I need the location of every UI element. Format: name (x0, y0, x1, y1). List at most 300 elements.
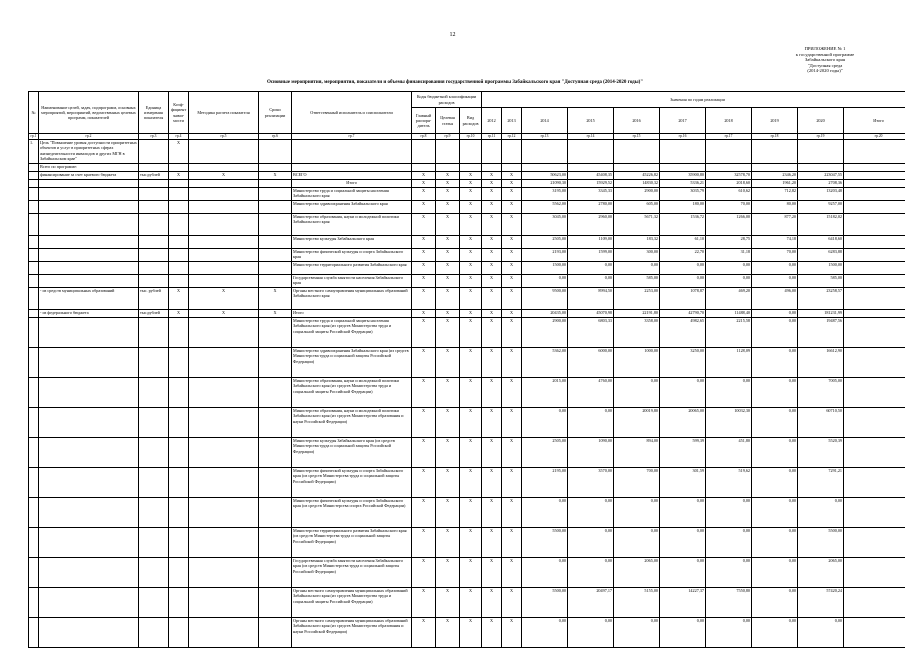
row-coef (169, 378, 189, 408)
row-period (259, 618, 292, 648)
row-responsible: Министерство образования, науки и молодежной политики Забайкальского края (из средств Министерства образования и науки Российской Федерации) (292, 408, 412, 438)
year-value: 1536,72 (660, 214, 706, 236)
cell (844, 618, 905, 648)
program-table (28, 91, 905, 648)
column-number: гр.9 (436, 134, 460, 140)
row-method (189, 558, 259, 588)
column-number: гр.20 (844, 134, 905, 140)
table-row (29, 618, 905, 648)
year-value: 0,00 (614, 618, 660, 648)
year-value: 5500,00 (522, 588, 568, 618)
header-section: Целевая статья (436, 108, 460, 134)
budget-code: X (436, 249, 460, 262)
year-value: 3045,00 (522, 214, 568, 236)
row-period (259, 201, 292, 214)
row-label (39, 438, 139, 468)
row-coef (169, 164, 189, 172)
budget-code: X (436, 318, 460, 348)
row-label (39, 588, 139, 618)
year-value: 1500,00 (798, 262, 844, 275)
year-value: 7550,80 (706, 588, 752, 618)
cell (29, 408, 39, 438)
row-label: финансирование за счет краевого бюджета (39, 172, 139, 180)
year-value: 6803,33 (568, 318, 614, 348)
year-value: 9257,00 (798, 201, 844, 214)
cell (798, 140, 844, 164)
year-value: 0,00 (568, 262, 614, 275)
year-value: 1000,00 (614, 348, 660, 378)
cell (844, 214, 905, 236)
budget-code: X (460, 528, 482, 558)
row-responsible: Органы местного самоуправления муниципальных образований Забайкальского края (292, 288, 412, 310)
budget-code: X (482, 408, 502, 438)
year-value: 2900,00 (522, 318, 568, 348)
table-row (29, 348, 905, 378)
cell (29, 558, 39, 588)
budget-code: X (482, 498, 502, 528)
budget-code: X (460, 249, 482, 262)
row-responsible: Министерство территориального развития Забайкальского края (из средств Министерства труда и социальной защиты Российской Федерации) (292, 528, 412, 558)
table-row (29, 275, 905, 288)
year-value: 6283,88 (798, 249, 844, 262)
year-value: 1961,20 (752, 180, 798, 188)
row-label (39, 188, 139, 201)
row-period (259, 318, 292, 348)
year-value: 21090,30 (522, 180, 568, 188)
year-value: 3358,00 (614, 318, 660, 348)
year-value: 0,00 (614, 262, 660, 275)
budget-code: X (460, 378, 482, 408)
row-period (259, 378, 292, 408)
row-unit (139, 558, 169, 588)
goal-row (29, 140, 905, 164)
budget-code: X (460, 588, 482, 618)
header-values-by-year: Значения по годам реализации (482, 92, 905, 108)
row-unit (139, 180, 169, 188)
cell (798, 164, 844, 172)
year-value: 4982,65 (660, 318, 706, 348)
row-label: - из федерального бюджета (39, 310, 139, 318)
row-label (39, 201, 139, 214)
year-value: 0,00 (614, 528, 660, 558)
row-method (189, 262, 259, 275)
year-value: 1090,00 (568, 438, 614, 468)
cell (29, 468, 39, 498)
row-responsible: Министерство территориального развития Забайкальского края (292, 262, 412, 275)
appendix-line: Забайкальского края (760, 57, 890, 63)
table-row (29, 588, 905, 618)
table-row (29, 180, 905, 188)
budget-code: X (436, 275, 460, 288)
year-value: 0,00 (752, 408, 798, 438)
year-value: 5671,32 (614, 214, 660, 236)
budget-code: X (502, 172, 522, 180)
budget-code: X (412, 275, 436, 288)
budget-code: X (460, 310, 482, 318)
row-coef (169, 468, 189, 498)
year-value: 28,75 (706, 236, 752, 249)
year-value: 22191,80 (614, 310, 660, 318)
year-value: 2195,00 (522, 468, 568, 498)
year-value: 1109,00 (568, 236, 614, 249)
header-num: № (29, 92, 39, 134)
year-value: 2505,00 (522, 438, 568, 468)
goal-text: Цель "Повышение уровня доступности приоритетных объектов и услуг в приоритетных сферах жизнедеятельности инвалидов и других МГН в Забайкальском крае" (39, 140, 139, 164)
year-value: 20019,80 (614, 408, 660, 438)
row-unit (139, 498, 169, 528)
table-row (29, 378, 905, 408)
budget-code: X (436, 172, 460, 180)
year-value: 5500,00 (522, 528, 568, 558)
row-label: Всего по программе: (39, 164, 139, 172)
budget-code: X (436, 188, 460, 201)
year-value: 0,00 (660, 528, 706, 558)
cell (292, 140, 412, 164)
budget-code: X (502, 378, 522, 408)
year-value: 22,70 (660, 249, 706, 262)
budget-code: X (482, 262, 502, 275)
cell (460, 140, 482, 164)
row-method (189, 618, 259, 648)
row-method (189, 249, 259, 262)
year-value (522, 164, 568, 172)
year-value: 14830,32 (614, 180, 660, 188)
cell (844, 438, 905, 468)
cell (29, 172, 39, 180)
year-value: 32578,70 (706, 172, 752, 180)
cell (29, 214, 39, 236)
budget-code: X (502, 348, 522, 378)
cell (29, 164, 39, 172)
cell (844, 275, 905, 288)
row-unit (139, 275, 169, 288)
row-label (39, 558, 139, 588)
table-row (29, 468, 905, 498)
budget-code: X (412, 249, 436, 262)
row-unit (139, 528, 169, 558)
document-title: Основные мероприятия, мероприятия, показатели и объемы финансирования государственной программы Забайкальского края "Доступная среда (2014-2020 годы)" (60, 80, 850, 85)
row-method (189, 201, 259, 214)
year-value: 2960,00 (568, 214, 614, 236)
row-unit (139, 188, 169, 201)
year-value: 45408,35 (568, 172, 614, 180)
budget-code: X (412, 348, 436, 378)
cell (482, 140, 502, 164)
row-coef (169, 618, 189, 648)
budget-code: X (436, 438, 460, 468)
cell (844, 348, 905, 378)
table-row (29, 438, 905, 468)
table-row (29, 236, 905, 249)
year-value: 0,00 (752, 275, 798, 288)
table-row (29, 172, 905, 180)
row-unit (139, 249, 169, 262)
row-label (39, 378, 139, 408)
table-row (29, 164, 905, 172)
cell (29, 528, 39, 558)
table-row (29, 310, 905, 318)
cell (29, 180, 39, 188)
header-year: 2013 (502, 108, 522, 134)
year-value: 20435,00 (522, 310, 568, 318)
budget-code: X (482, 180, 502, 188)
budget-code: X (502, 201, 522, 214)
year-value (568, 164, 614, 172)
cell (29, 318, 39, 348)
page-number: 12 (0, 32, 905, 38)
row-responsible: Министерство физической культуры и спорта Забайкальского края (292, 249, 412, 262)
budget-code: X (482, 249, 502, 262)
row-coef (169, 262, 189, 275)
row-method (189, 214, 259, 236)
row-unit (139, 262, 169, 275)
row-label (39, 236, 139, 249)
budget-code: X (502, 588, 522, 618)
year-value: 223047,55 (798, 172, 844, 180)
budget-code: X (436, 348, 460, 378)
year-value: 70,00 (706, 201, 752, 214)
year-value: 496,00 (752, 288, 798, 310)
budget-code: X (482, 558, 502, 588)
cell (844, 249, 905, 262)
cell (29, 288, 39, 310)
year-value: 3345,33 (568, 188, 614, 201)
row-responsible: Министерство здравоохранения Забайкальского края (из средств Министерства труда и социальной защиты Российской Федерации) (292, 348, 412, 378)
row-label (39, 318, 139, 348)
cell (29, 249, 39, 262)
year-value: 2018,60 (706, 180, 752, 188)
row-responsible (292, 164, 412, 172)
year-value: 519,62 (706, 468, 752, 498)
budget-code: X (460, 262, 482, 275)
header-responsible: Ответственный исполнитель и соисполнители (292, 92, 412, 134)
table-row (29, 288, 905, 310)
cell (844, 236, 905, 249)
row-method (189, 588, 259, 618)
year-value: 0,00 (522, 558, 568, 588)
row-period: X (259, 172, 292, 180)
row-period (259, 188, 292, 201)
row-method (189, 528, 259, 558)
row-method: X (189, 288, 259, 310)
budget-code: X (436, 262, 460, 275)
budget-code: X (460, 201, 482, 214)
budget-code: X (436, 498, 460, 528)
year-value: 2065,00 (798, 558, 844, 588)
column-number: гр.16 (660, 134, 706, 140)
column-number: гр.13 (522, 134, 568, 140)
budget-code: X (460, 618, 482, 648)
budget-code: X (436, 201, 460, 214)
year-value: 610,62 (706, 188, 752, 201)
budget-code: X (460, 558, 482, 588)
year-value: 0,00 (752, 618, 798, 648)
table-row (29, 318, 905, 348)
cell (844, 172, 905, 180)
budget-code: X (412, 180, 436, 188)
row-unit (139, 438, 169, 468)
budget-code: X (436, 558, 460, 588)
row-responsible: Органы местного самоуправления муниципальных образований Забайкальского края (из средств Министерства образования и науки Российской Федерации) (292, 618, 412, 648)
row-period (259, 164, 292, 172)
row-method: X (189, 172, 259, 180)
year-value: 35900,80 (660, 172, 706, 180)
row-coef (169, 236, 189, 249)
budget-code: X (412, 288, 436, 310)
year-value: 599,39 (660, 438, 706, 468)
row-responsible: Министерство образования, науки и молодежной политики Забайкальского края (из средств Министерства труда и социальной защиты Российской Федерации) (292, 378, 412, 408)
column-number: гр.7 (292, 134, 412, 140)
row-period (259, 498, 292, 528)
budget-code: X (412, 528, 436, 558)
budget-code: X (412, 201, 436, 214)
year-value: 0,00 (522, 498, 568, 528)
row-responsible: Органы местного самоуправления муниципальных образований Забайкальского края (из средств Министерства труда и социальной защиты Российской Федерации) (292, 588, 412, 618)
row-label (39, 249, 139, 262)
budget-code: X (502, 318, 522, 348)
budget-code: X (482, 528, 502, 558)
year-value: 50623,00 (522, 172, 568, 180)
row-label (39, 528, 139, 558)
row-method (189, 180, 259, 188)
row-label (39, 214, 139, 236)
column-number: гр.14 (568, 134, 614, 140)
year-value: 15182,02 (798, 214, 844, 236)
row-method: X (189, 310, 259, 318)
year-value: 469,20 (706, 288, 752, 310)
cell (844, 378, 905, 408)
year-value: 23258,57 (798, 288, 844, 310)
year-value: 180,00 (660, 201, 706, 214)
cell (844, 262, 905, 275)
year-value: 5362,00 (522, 348, 568, 378)
row-period: X (259, 288, 292, 310)
row-method (189, 236, 259, 249)
row-unit (139, 378, 169, 408)
budget-code: X (436, 528, 460, 558)
cell (844, 408, 905, 438)
year-value: 0,00 (706, 558, 752, 588)
header-row (29, 92, 905, 108)
budget-code: X (502, 498, 522, 528)
year-value: 181231,99 (798, 310, 844, 318)
year-value: 1078,87 (660, 288, 706, 310)
year-value: 5155,00 (614, 588, 660, 618)
year-value: 605,00 (614, 201, 660, 214)
budget-code: X (412, 262, 436, 275)
budget-code: X (502, 528, 522, 558)
table-row (29, 528, 905, 558)
budget-code: X (460, 468, 482, 498)
budget-code: X (482, 618, 502, 648)
budget-code: X (482, 348, 502, 378)
row-unit: тыс. рублей (139, 288, 169, 310)
row-responsible: Итого (292, 310, 412, 318)
header-name: Наименование целей, задач, подпрограмм, основных мероприятий, мероприятий, ведомственных целевых программ, показателей (39, 92, 139, 134)
budget-code (502, 164, 522, 172)
budget-code: X (460, 275, 482, 288)
budget-code: X (412, 588, 436, 618)
budget-code: X (502, 180, 522, 188)
column-number: гр.3 (139, 134, 169, 140)
budget-code (482, 164, 502, 172)
row-period (259, 588, 292, 618)
year-value: 3195,00 (522, 188, 568, 201)
row-responsible: Министерство труда и социальной защиты населения Забайкальского края (292, 188, 412, 201)
budget-code: X (502, 288, 522, 310)
row-label (39, 618, 139, 648)
row-period (259, 262, 292, 275)
row-coef (169, 214, 189, 236)
cell (436, 140, 460, 164)
budget-code: X (436, 588, 460, 618)
year-value: 0,00 (798, 618, 844, 648)
budget-code: X (502, 438, 522, 468)
row-responsible: Министерство физической культуры и спорта Забайкальского края (из средств Министерства спорта Российской Федерации) (292, 498, 412, 528)
year-value: 6000,00 (568, 348, 614, 378)
table-body (29, 140, 905, 648)
cell (502, 140, 522, 164)
row-unit (139, 236, 169, 249)
budget-code: X (482, 275, 502, 288)
header-year: 2019 (752, 108, 798, 134)
row-responsible: Государственная служба занятости населения Забайкальского края (292, 275, 412, 288)
year-value: 0,00 (660, 262, 706, 275)
cell (29, 275, 39, 288)
budget-code: X (412, 618, 436, 648)
row-period (259, 275, 292, 288)
year-value: 45070,98 (568, 310, 614, 318)
row-period (259, 438, 292, 468)
year-value: 10032,30 (706, 408, 752, 438)
row-label (39, 180, 139, 188)
header-year: 2020 (798, 108, 844, 134)
cell (614, 140, 660, 164)
row-method (189, 498, 259, 528)
year-value: 15929,52 (568, 180, 614, 188)
year-value: 3250,00 (660, 348, 706, 378)
row-period (259, 348, 292, 378)
budget-code: X (482, 172, 502, 180)
table-row (29, 408, 905, 438)
row-label (39, 275, 139, 288)
row-label (39, 498, 139, 528)
cell (844, 528, 905, 558)
budget-code: X (460, 172, 482, 180)
year-value: 2900,00 (614, 188, 660, 201)
budget-code: X (412, 214, 436, 236)
appendix-line: к государственной программе (760, 52, 890, 58)
row-method (189, 275, 259, 288)
row-coef: X (169, 310, 189, 318)
year-value: 0,00 (706, 262, 752, 275)
budget-code: X (460, 288, 482, 310)
year-value: 0,00 (660, 275, 706, 288)
cell (844, 140, 905, 164)
column-number: гр.11 (482, 134, 502, 140)
cell (568, 140, 614, 164)
year-value: 0,00 (752, 558, 798, 588)
row-unit (139, 201, 169, 214)
row-responsible: Итого (292, 180, 412, 188)
row-unit (139, 618, 169, 648)
header-unit: Единица измерения показателя (139, 92, 169, 134)
cell (844, 310, 905, 318)
table-row (29, 558, 905, 588)
row-responsible: Министерство образования, науки и молодежной политики Забайкальского края (292, 214, 412, 236)
cell (844, 498, 905, 528)
cell (844, 180, 905, 188)
